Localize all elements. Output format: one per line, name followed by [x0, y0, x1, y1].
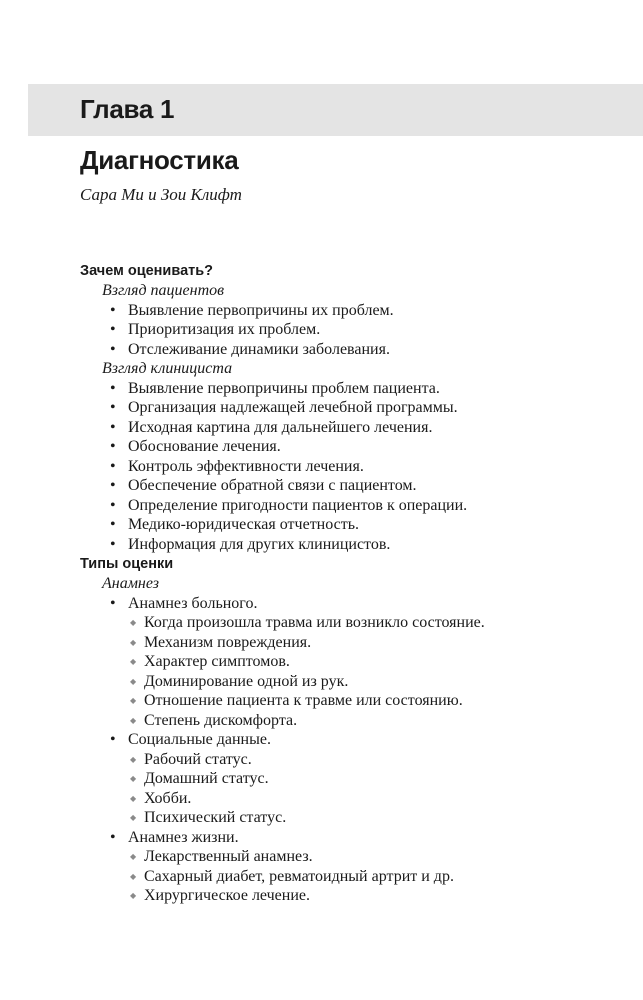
anamnesis-list	[80, 594, 625, 906]
sub-list-item: ◆ Хобби.	[80, 789, 625, 809]
list-item: • Контроль эффективности лечения.	[80, 457, 625, 477]
sub-list-item: ◆ Механизм повреждения.	[80, 633, 625, 653]
sub-list-item: ◆ Рабочий статус.	[80, 750, 625, 770]
list-item: • Организация надлежащей лечебной программы.	[80, 398, 625, 418]
sub-list-item: ◆ Хирургическое лечение.	[80, 886, 625, 906]
section-heading-assessment-types: Типы оценки	[80, 556, 174, 572]
list-item: • Социальные данные.	[80, 730, 625, 750]
chapter-content	[80, 261, 625, 906]
list-item: • Выявление первопричины проблем пациента.	[80, 379, 625, 399]
list-item: • Выявление первопричины их проблем.	[80, 301, 625, 321]
section-heading-why-assess: Зачем оценивать?	[80, 263, 213, 279]
sub-list-item: ◆ Психический статус.	[80, 808, 625, 828]
list-item: • Приоритизация их проблем.	[80, 320, 625, 340]
list-item: • Информация для других клиницистов.	[80, 535, 625, 555]
list-item: • Анамнез больного.	[80, 594, 625, 614]
subheading-patient-view: Взгляд пациентов	[102, 282, 225, 299]
patient-view-list	[80, 301, 625, 360]
list-item: • Определение пригодности пациентов к операции.	[80, 496, 625, 516]
subheading-anamnesis: Анамнез	[102, 575, 159, 592]
sub-list-item: ◆ Лекарственный анамнез.	[80, 847, 625, 867]
sub-list-item: ◆ Отношение пациента к травме или состоянию.	[80, 691, 625, 711]
sub-list-item: ◆ Доминирование одной из рук.	[80, 672, 625, 692]
list-item: • Обоснование лечения.	[80, 437, 625, 457]
list-item: • Анамнез жизни.	[80, 828, 625, 848]
chapter-authors: Сара Ми и Зои Клифт	[80, 185, 242, 204]
clinician-view-list	[80, 379, 625, 555]
chapter-title: Диагностика	[80, 145, 239, 175]
list-item: • Обеспечение обратной связи с пациентом.	[80, 476, 625, 496]
list-item: • Медико-юридическая отчетность.	[80, 515, 625, 535]
sub-list-item: ◆ Домашний статус.	[80, 769, 625, 789]
chapter-label: Глава 1	[80, 94, 175, 124]
sub-list-item: ◆ Характер симптомов.	[80, 652, 625, 672]
list-item: • Исходная картина для дальнейшего лечения.	[80, 418, 625, 438]
subheading-clinician-view: Взгляд клинициста	[102, 360, 233, 377]
list-item: • Отслеживание динамики заболевания.	[80, 340, 625, 360]
sub-list-item: ◆ Когда произошла травма или возникло состояние.	[80, 613, 625, 633]
sub-list-item: ◆ Степень дискомфорта.	[80, 711, 625, 731]
sub-list-item: ◆ Сахарный диабет, ревматоидный артрит и др.	[80, 867, 625, 887]
